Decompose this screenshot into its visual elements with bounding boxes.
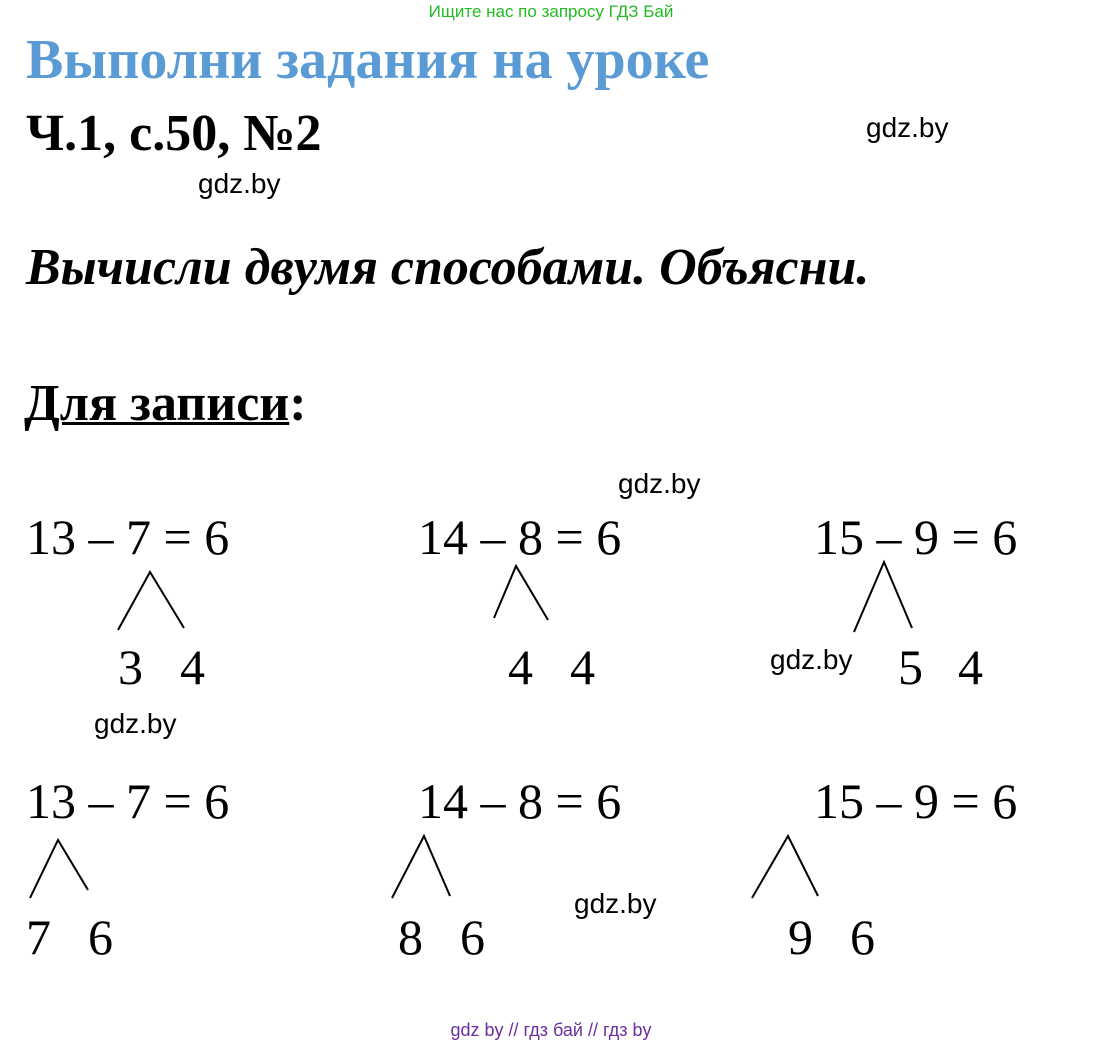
equation: 14 – 8 = 6 <box>418 773 622 829</box>
record-label: Для записи <box>24 375 290 432</box>
split-part: 6 <box>88 909 113 965</box>
branch-mark <box>30 840 88 898</box>
equation: 13 – 7 = 6 <box>26 773 230 829</box>
branch-mark <box>494 566 548 620</box>
equation: 15 – 9 = 6 <box>814 509 1018 565</box>
record-colon: : <box>289 375 307 432</box>
branch-mark <box>854 562 912 632</box>
branch-mark <box>752 836 818 898</box>
watermark: gdz.by <box>94 708 177 739</box>
split-part: 9 <box>788 909 813 965</box>
equation: 13 – 7 = 6 <box>26 509 230 565</box>
split-part: 4 <box>958 639 983 695</box>
equation: 15 – 9 = 6 <box>814 773 1018 829</box>
footer-links[interactable]: gdz by // гдз бай // гдз by <box>450 1020 652 1040</box>
watermark: gdz.by <box>866 112 949 143</box>
split-part: 4 <box>570 639 595 695</box>
top-banner[interactable]: Ищите нас по запросу ГДЗ Бай <box>428 2 674 21</box>
branch-mark <box>392 836 450 898</box>
page-title: Выполни задания на уроке <box>26 29 710 91</box>
watermark: gdz.by <box>618 468 701 499</box>
split-part: 3 <box>118 639 143 695</box>
split-part: 7 <box>26 909 51 965</box>
watermark: gdz.by <box>770 644 853 675</box>
watermark: gdz.by <box>574 888 657 919</box>
split-part: 4 <box>508 639 533 695</box>
split-part: 6 <box>460 909 485 965</box>
split-part: 4 <box>180 639 205 695</box>
equation: 14 – 8 = 6 <box>418 509 622 565</box>
split-part: 5 <box>898 639 923 695</box>
split-part: 6 <box>850 909 875 965</box>
split-part: 8 <box>398 909 423 965</box>
watermark: gdz.by <box>198 168 281 199</box>
branch-mark <box>118 572 184 630</box>
task-instruction: Вычисли двумя способами. Объясни. <box>26 239 870 296</box>
exercise-reference: Ч.1, с.50, №2 <box>26 105 322 162</box>
